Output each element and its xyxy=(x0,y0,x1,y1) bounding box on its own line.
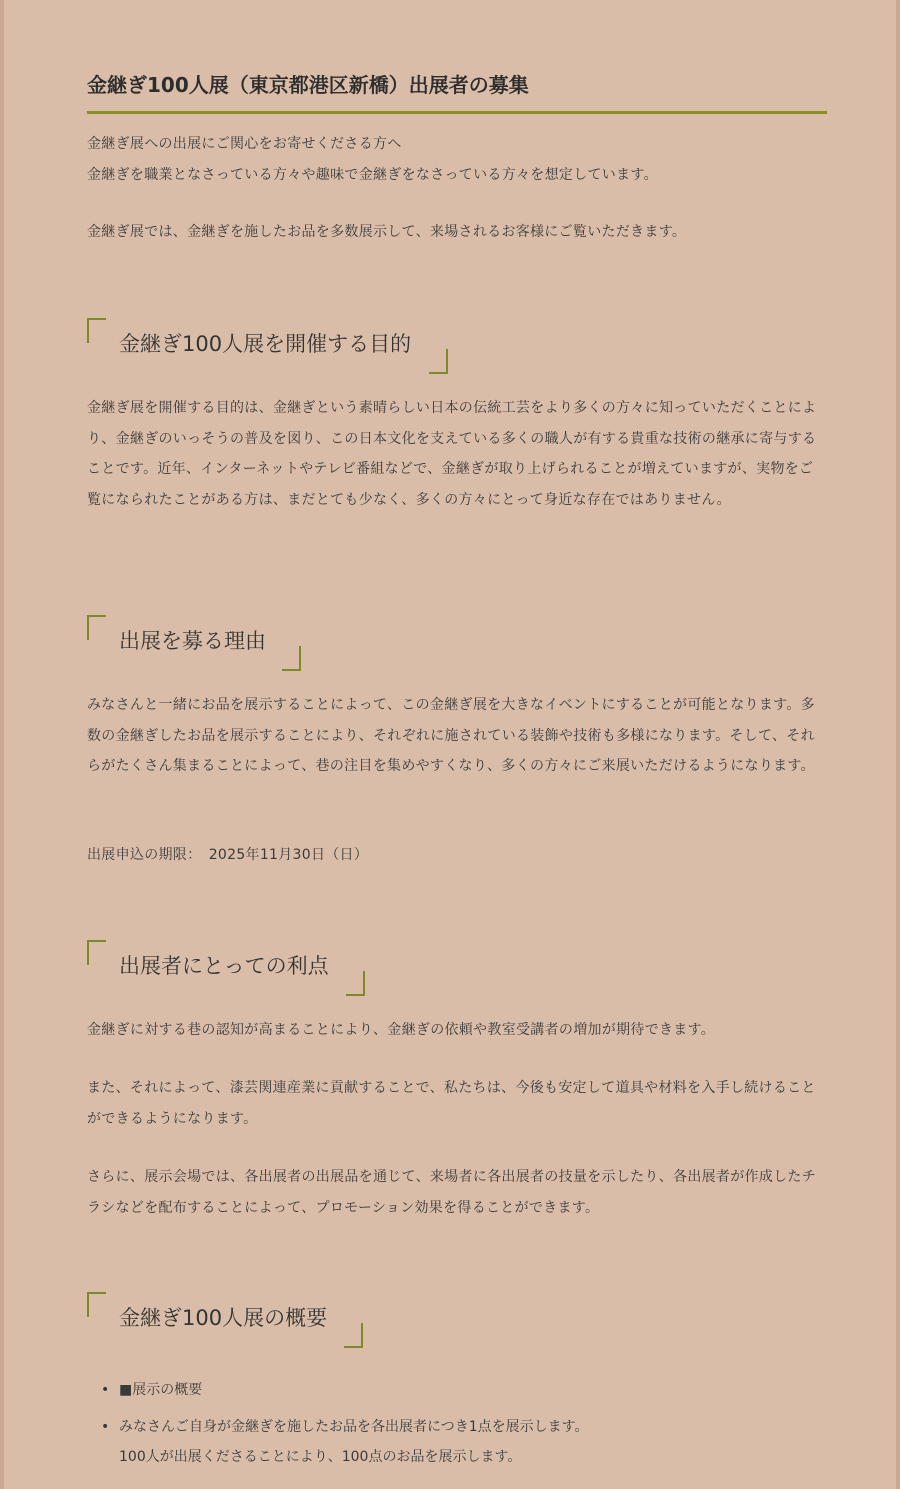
bracket-corner-bottom-right xyxy=(429,349,448,374)
section-heading-reason xyxy=(87,615,301,671)
bracket-corner-bottom-right xyxy=(346,971,365,996)
list-item-text: ■展示の概要 xyxy=(119,1382,203,1398)
page-title: 金継ぎ100人展（東京都港区新橋）出展者の募集 xyxy=(87,73,529,97)
bracket-corner-bottom-right xyxy=(344,1323,363,1348)
intro-line-3: 金継ぎ展では、金継ぎを施したお品を多数展示して、来場されるお客様にご覧いただきます。 xyxy=(87,224,687,240)
benefits-paragraph-2: また、それによって、漆芸関連産業に貢献することで、私たちは、今後も安定して道具や材料を入手し続けることができるようになります。 xyxy=(87,1080,816,1127)
list-item xyxy=(101,1412,821,1473)
benefits-paragraph-1: 金継ぎに対する巷の認知が高まることにより、金継ぎの依頼や教室受講者の増加が期待できます。 xyxy=(87,1022,716,1038)
section-heading-benefits xyxy=(87,940,365,996)
section-heading-text: 出展を募る理由 xyxy=(119,629,266,653)
bracket-corner-top-left xyxy=(87,940,106,965)
section-heading-text: 金継ぎ100人展の概要 xyxy=(119,1306,328,1330)
list-item-text: みなさんご自身が金継ぎを施したお品を各出展者につき1点を展示します。 xyxy=(119,1418,589,1435)
intro-line-2: 金継ぎを職業となさっている方々や趣味で金継ぎをなさっている方々を想定しています。 xyxy=(87,167,658,183)
section-heading-text: 出展者にとっての利点 xyxy=(119,954,329,978)
title-underline xyxy=(87,111,827,114)
bracket-corner-top-left xyxy=(87,1292,106,1317)
reason-paragraph: みなさんと一緒にお品を展示することによって、この金継ぎ展を大きなイベントにすることが可能となります。多数の金継ぎしたお品を展示することにより、それぞれに施されている装飾や技術も多様になります。そして、それらがたくさん集まることによって、巷の注目を集めやすくなり、多くの方々にご来展いただけるようになります。 xyxy=(87,697,815,774)
section-heading-overview xyxy=(87,1292,363,1348)
overview-list xyxy=(101,1375,821,1479)
bracket-corner-top-left xyxy=(87,615,106,640)
application-deadline: 出展申込の期限： 2025年11月30日（日） xyxy=(87,847,369,863)
bullet-icon: • xyxy=(101,1418,110,1435)
bullet-icon: • xyxy=(101,1382,110,1398)
purpose-paragraph: 金継ぎ展を開催する目的は、金継ぎという素晴らしい日本の伝統工芸をより多くの方々に知っていただくことにより、金継ぎのいっそうの普及を図り、この日本文化を支えている多くの職人が有する貴重な技術の継承に寄与することです。近年、インターネットやテレビ番組などで、金継ぎが取り上げられることが増えていますが、実物をご覧になられたことがある方は、まだとても少なく、多くの方々にとって身近な存在ではありません。 xyxy=(87,400,817,508)
intro-line-1: 金継ぎ展への出展にご関心をお寄せくださる方へ xyxy=(87,136,402,152)
list-item xyxy=(101,1375,821,1406)
section-heading-purpose xyxy=(87,318,448,374)
bracket-corner-bottom-right xyxy=(282,646,301,671)
section-heading-text: 金継ぎ100人展を開催する目的 xyxy=(119,332,412,356)
benefits-paragraph-3: さらに、展示会場では、各出展者の出展品を通じて、来場者に各出展者の技量を示したり、各出展者が作成したチラシなどを配布することによって、プロモーション効果を得ることができます。 xyxy=(87,1169,817,1216)
list-item-text-continued: 100人が出展くださることにより、100点のお品を展示します。 xyxy=(119,1449,522,1465)
bracket-corner-top-left xyxy=(87,318,106,343)
